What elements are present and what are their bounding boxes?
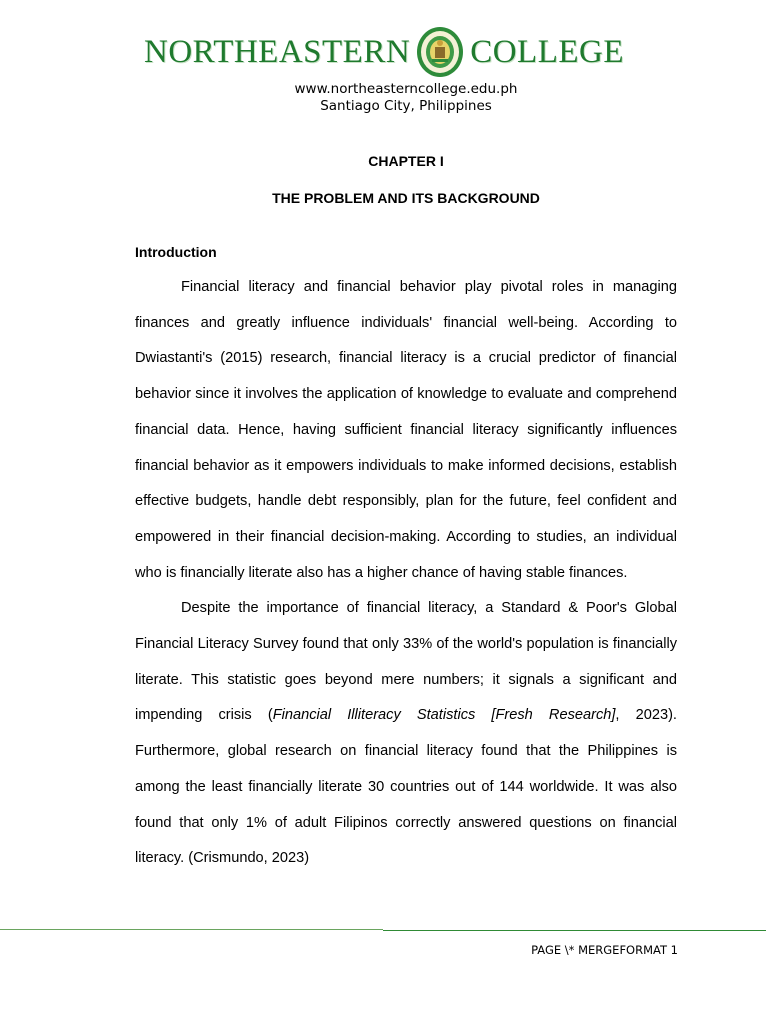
college-name-right: COLLEGE <box>470 34 624 70</box>
page-number-field: PAGE \* MERGEFORMAT 1 <box>531 943 678 957</box>
footer-divider-right <box>383 930 766 931</box>
paragraph-1: Financial literacy and financial behavior play pivotal roles in managing finances and greatly influence individuals' financial well-being. According to Dwiastanti's (2015) research, financial literacy is a crucial predictor of financial behavior since it involves the application of knowledge to evaluate and comprehend financial data. Hence, having sufficient financial literacy significantly influences financial behavior as it empowers individuals to make informed decisions, establish effective budgets, handle debt responsibly, plan for the future, feel confident and empowered in their financial decision-making. According to studies, an individual who is financially literate also has a higher chance of having stable finances. <box>135 279 677 581</box>
contact-block <box>0 81 768 115</box>
chapter-number: CHAPTER I <box>368 153 444 169</box>
paragraph-2-text-a: Despite the importance of financial literacy, a Standard & Poor's Global Financial Literacy Survey found that only 33% of the world's population is financially literate. This statistic goes beyond mere numbers; it signals a significant and impending crisis ( <box>135 600 677 724</box>
website-link[interactable]: www.northeasterncollege.edu.ph <box>294 81 518 97</box>
section-heading: Introduction <box>135 244 217 260</box>
college-name-left: NORTHEASTERN <box>144 34 411 70</box>
college-location: Santiago City, Philippines <box>320 98 492 114</box>
college-seal-icon <box>416 26 464 78</box>
college-letterhead <box>0 26 768 78</box>
footer-divider-left <box>0 929 383 930</box>
chapter-title: THE PROBLEM AND ITS BACKGROUND <box>272 190 540 206</box>
paragraph-2-text-b: , 2023). Furthermore, global research on financial literacy found that the Philippines is among the least financially literate 30 countries out of 144 worldwide. It was also found that only 1% of adult Filipinos correctly answered questions on financial literacy. (Crismundo, 2023) <box>135 707 677 867</box>
paragraph-2 <box>135 591 677 877</box>
paragraph-2-citation: Financial Illiteracy Statistics [Fresh Research] <box>272 707 616 724</box>
document-body <box>135 270 677 877</box>
